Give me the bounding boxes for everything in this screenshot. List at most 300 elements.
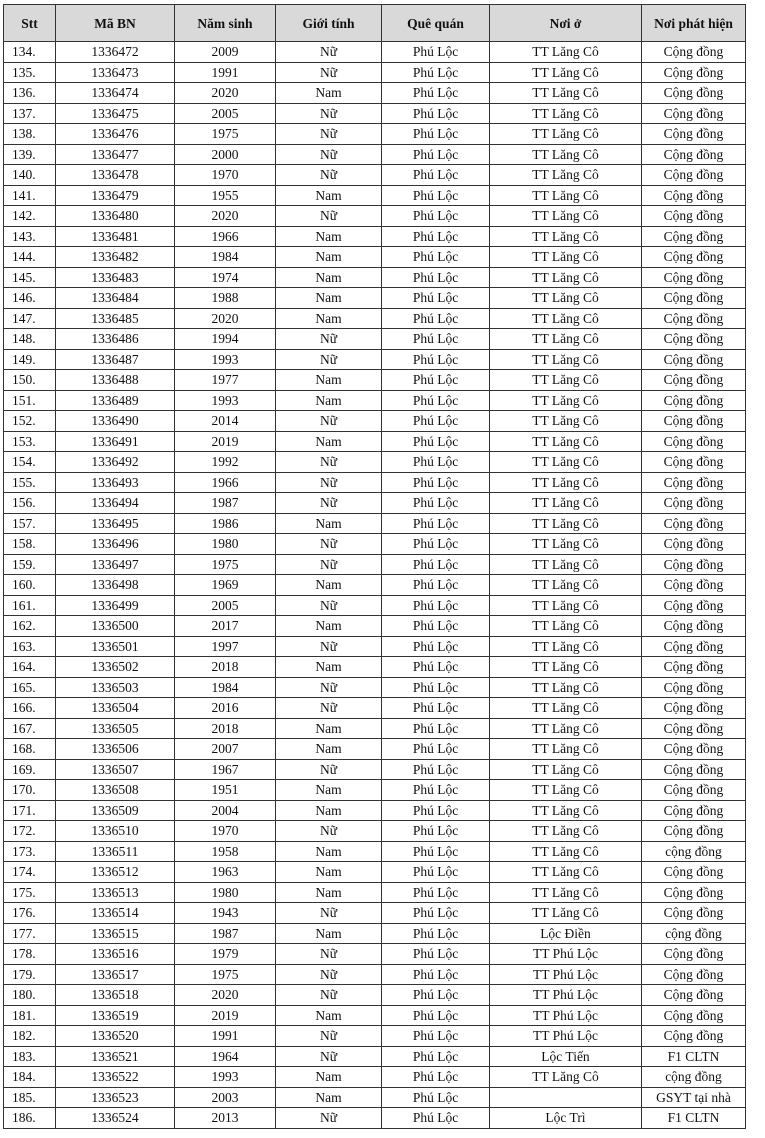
table-row [4,349,746,370]
cell-gioi-tinh: Nữ [276,821,382,842]
table-row [4,247,746,268]
table-row [4,554,746,575]
cell-ma-bn: 1336505 [56,718,175,739]
cell-ma-bn: 1336510 [56,821,175,842]
table-row [4,923,746,944]
cell-noi-o: TT Lăng Cô [490,431,642,452]
cell-noi-phat-hien: Cộng đồng [642,657,746,678]
table-row [4,657,746,678]
cell-gioi-tinh: Nữ [276,677,382,698]
cell-stt: 170. [4,780,56,801]
cell-nam-sinh: 1943 [175,903,276,924]
cell-noi-phat-hien: Cộng đồng [642,247,746,268]
cell-que-quan: Phú Lộc [382,903,490,924]
cell-gioi-tinh: Nam [276,1087,382,1108]
cell-noi-phat-hien: F1 CLTN [642,1108,746,1129]
cell-stt: 160. [4,575,56,596]
cell-que-quan: Phú Lộc [382,677,490,698]
cell-nam-sinh: 2017 [175,616,276,637]
cell-noi-o: TT Lăng Cô [490,411,642,432]
cell-nam-sinh: 1975 [175,964,276,985]
cell-que-quan: Phú Lộc [382,165,490,186]
table-row [4,411,746,432]
cell-noi-o: TT Phú Lộc [490,1005,642,1026]
cell-noi-phat-hien: Cộng đồng [642,677,746,698]
cell-nam-sinh: 2009 [175,42,276,63]
cell-gioi-tinh: Nữ [276,62,382,83]
cell-ma-bn: 1336508 [56,780,175,801]
cell-stt: 134. [4,42,56,63]
cell-noi-o: TT Lăng Cô [490,206,642,227]
table-row [4,595,746,616]
cell-noi-phat-hien: Cộng đồng [642,288,746,309]
cell-noi-phat-hien: Cộng đồng [642,390,746,411]
cell-que-quan: Phú Lộc [382,1067,490,1088]
cell-noi-o: TT Lăng Cô [490,472,642,493]
cell-noi-phat-hien: Cộng đồng [642,513,746,534]
cell-noi-o: TT Lăng Cô [490,575,642,596]
cell-nam-sinh: 2007 [175,739,276,760]
cell-noi-phat-hien: Cộng đồng [642,329,746,350]
cell-ma-bn: 1336490 [56,411,175,432]
cell-que-quan: Phú Lộc [382,124,490,145]
table-row [4,780,746,801]
cell-que-quan: Phú Lộc [382,800,490,821]
table-row [4,370,746,391]
cell-que-quan: Phú Lộc [382,370,490,391]
cell-que-quan: Phú Lộc [382,349,490,370]
cell-gioi-tinh: Nam [276,308,382,329]
header-stt: Stt [4,5,56,42]
table-row [4,882,746,903]
cell-stt: 136. [4,83,56,104]
cell-que-quan: Phú Lộc [382,534,490,555]
cell-noi-o: TT Lăng Cô [490,636,642,657]
cell-stt: 135. [4,62,56,83]
cell-ma-bn: 1336523 [56,1087,175,1108]
cell-noi-o: TT Lăng Cô [490,267,642,288]
cell-ma-bn: 1336472 [56,42,175,63]
cell-noi-phat-hien: GSYT tại nhà [642,1087,746,1108]
cell-nam-sinh: 1980 [175,534,276,555]
cell-noi-o: Lộc Trì [490,1108,642,1129]
cell-noi-o: TT Lăng Cô [490,718,642,739]
cell-noi-o: Lộc Tiến [490,1046,642,1067]
table-row [4,513,746,534]
cell-noi-o: TT Lăng Cô [490,821,642,842]
table-row [4,267,746,288]
table-row [4,575,746,596]
cell-nam-sinh: 1969 [175,575,276,596]
cell-nam-sinh: 1993 [175,349,276,370]
cell-gioi-tinh: Nữ [276,1046,382,1067]
cell-noi-phat-hien: Cộng đồng [642,226,746,247]
cell-ma-bn: 1336494 [56,493,175,514]
cell-gioi-tinh: Nữ [276,42,382,63]
cell-nam-sinh: 1955 [175,185,276,206]
cell-gioi-tinh: Nam [276,185,382,206]
cell-stt: 177. [4,923,56,944]
table-row [4,985,746,1006]
cell-stt: 153. [4,431,56,452]
cell-nam-sinh: 1970 [175,165,276,186]
cell-stt: 156. [4,493,56,514]
cell-stt: 175. [4,882,56,903]
cell-noi-phat-hien: Cộng đồng [642,985,746,1006]
cell-noi-phat-hien: Cộng đồng [642,595,746,616]
cell-noi-phat-hien: Cộng đồng [642,206,746,227]
cell-nam-sinh: 1974 [175,267,276,288]
cell-que-quan: Phú Lộc [382,1005,490,1026]
cell-ma-bn: 1336473 [56,62,175,83]
cell-gioi-tinh: Nữ [276,964,382,985]
table-header [4,5,746,42]
cell-ma-bn: 1336524 [56,1108,175,1129]
cell-stt: 159. [4,554,56,575]
table-row [4,329,746,350]
cell-gioi-tinh: Nam [276,288,382,309]
cell-noi-o: TT Lăng Cô [490,144,642,165]
cell-que-quan: Phú Lộc [382,513,490,534]
cell-que-quan: Phú Lộc [382,759,490,780]
cell-stt: 144. [4,247,56,268]
cell-noi-o: TT Lăng Cô [490,165,642,186]
cell-que-quan: Phú Lộc [382,862,490,883]
cell-stt: 171. [4,800,56,821]
cell-que-quan: Phú Lộc [382,698,490,719]
cell-nam-sinh: 1987 [175,923,276,944]
cell-gioi-tinh: Nữ [276,144,382,165]
cell-noi-phat-hien: Cộng đồng [642,103,746,124]
cell-gioi-tinh: Nam [276,1005,382,1026]
table-body [4,42,746,1129]
header-ma-bn: Mã BN [56,5,175,42]
header-noi-o: Nơi ở [490,5,642,42]
cell-noi-o: TT Lăng Cô [490,42,642,63]
cell-ma-bn: 1336477 [56,144,175,165]
table-row [4,1108,746,1129]
cell-stt: 145. [4,267,56,288]
cell-gioi-tinh: Nam [276,247,382,268]
cell-noi-phat-hien: Cộng đồng [642,431,746,452]
table-row [4,1026,746,1047]
cell-nam-sinh: 2018 [175,718,276,739]
cell-nam-sinh: 1980 [175,882,276,903]
cell-noi-phat-hien: Cộng đồng [642,42,746,63]
cell-que-quan: Phú Lộc [382,718,490,739]
cell-stt: 142. [4,206,56,227]
cell-stt: 149. [4,349,56,370]
cell-ma-bn: 1336488 [56,370,175,391]
cell-ma-bn: 1336499 [56,595,175,616]
table-row [4,472,746,493]
cell-stt: 184. [4,1067,56,1088]
cell-que-quan: Phú Lộc [382,964,490,985]
table-row [4,739,746,760]
cell-gioi-tinh: Nam [276,431,382,452]
cell-stt: 168. [4,739,56,760]
table-row [4,226,746,247]
cell-ma-bn: 1336504 [56,698,175,719]
cell-gioi-tinh: Nam [276,718,382,739]
table-row [4,862,746,883]
cell-stt: 141. [4,185,56,206]
cell-noi-o: TT Lăng Cô [490,677,642,698]
cell-noi-phat-hien: Cộng đồng [642,575,746,596]
header-gioi-tinh: Giới tính [276,5,382,42]
cell-noi-phat-hien: Cộng đồng [642,493,746,514]
cell-que-quan: Phú Lộc [382,431,490,452]
cell-ma-bn: 1336502 [56,657,175,678]
cell-noi-o: TT Lăng Cô [490,124,642,145]
cell-noi-o: TT Phú Lộc [490,1026,642,1047]
cell-gioi-tinh: Nữ [276,985,382,1006]
cell-noi-o: TT Phú Lộc [490,985,642,1006]
table-row [4,452,746,473]
cell-que-quan: Phú Lộc [382,616,490,637]
cell-stt: 157. [4,513,56,534]
cell-gioi-tinh: Nữ [276,329,382,350]
table-row [4,165,746,186]
cell-gioi-tinh: Nữ [276,493,382,514]
cell-que-quan: Phú Lộc [382,288,490,309]
cell-noi-phat-hien: F1 CLTN [642,1046,746,1067]
cell-noi-phat-hien: Cộng đồng [642,718,746,739]
cell-noi-o: TT Lăng Cô [490,83,642,104]
cell-que-quan: Phú Lộc [382,329,490,350]
cell-nam-sinh: 2005 [175,103,276,124]
cell-gioi-tinh: Nữ [276,472,382,493]
cell-nam-sinh: 1991 [175,1026,276,1047]
table-row [4,431,746,452]
cell-que-quan: Phú Lộc [382,226,490,247]
cell-ma-bn: 1336511 [56,841,175,862]
table-row [4,944,746,965]
cell-nam-sinh: 1984 [175,677,276,698]
cell-que-quan: Phú Lộc [382,636,490,657]
cell-ma-bn: 1336500 [56,616,175,637]
table-row [4,390,746,411]
cell-nam-sinh: 1986 [175,513,276,534]
cell-que-quan: Phú Lộc [382,144,490,165]
cell-noi-phat-hien: Cộng đồng [642,411,746,432]
table-row [4,83,746,104]
cell-nam-sinh: 1997 [175,636,276,657]
cell-nam-sinh: 1987 [175,493,276,514]
cell-nam-sinh: 2019 [175,431,276,452]
cell-noi-o: TT Lăng Cô [490,288,642,309]
cell-ma-bn: 1336491 [56,431,175,452]
cell-ma-bn: 1336479 [56,185,175,206]
cell-que-quan: Phú Lộc [382,206,490,227]
cell-noi-phat-hien: Cộng đồng [642,739,746,760]
cell-stt: 137. [4,103,56,124]
cell-ma-bn: 1336484 [56,288,175,309]
cell-noi-o: TT Lăng Cô [490,657,642,678]
table-row [4,636,746,657]
cell-gioi-tinh: Nữ [276,165,382,186]
cell-ma-bn: 1336483 [56,267,175,288]
table-row [4,493,746,514]
cell-noi-phat-hien: Cộng đồng [642,821,746,842]
cell-gioi-tinh: Nữ [276,349,382,370]
table-row [4,841,746,862]
cell-ma-bn: 1336489 [56,390,175,411]
cell-nam-sinh: 1967 [175,759,276,780]
cell-ma-bn: 1336521 [56,1046,175,1067]
cell-gioi-tinh: Nữ [276,595,382,616]
cell-noi-phat-hien: Cộng đồng [642,62,746,83]
patient-table-container [3,4,745,1129]
table-row [4,1087,746,1108]
table-row [4,206,746,227]
cell-ma-bn: 1336516 [56,944,175,965]
cell-ma-bn: 1336518 [56,985,175,1006]
cell-stt: 150. [4,370,56,391]
cell-nam-sinh: 2020 [175,308,276,329]
cell-stt: 181. [4,1005,56,1026]
cell-ma-bn: 1336497 [56,554,175,575]
cell-ma-bn: 1336520 [56,1026,175,1047]
cell-gioi-tinh: Nam [276,616,382,637]
cell-ma-bn: 1336492 [56,452,175,473]
cell-nam-sinh: 2004 [175,800,276,821]
cell-gioi-tinh: Nữ [276,534,382,555]
header-noi-phat-hien: Nơi phát hiện [642,5,746,42]
cell-gioi-tinh: Nam [276,657,382,678]
cell-que-quan: Phú Lộc [382,308,490,329]
cell-stt: 167. [4,718,56,739]
cell-gioi-tinh: Nữ [276,103,382,124]
cell-noi-o: TT Lăng Cô [490,698,642,719]
cell-que-quan: Phú Lộc [382,1046,490,1067]
cell-noi-phat-hien: cộng đồng [642,923,746,944]
cell-stt: 161. [4,595,56,616]
cell-noi-o: TT Lăng Cô [490,308,642,329]
table-row [4,288,746,309]
cell-stt: 180. [4,985,56,1006]
cell-noi-phat-hien: Cộng đồng [642,780,746,801]
cell-ma-bn: 1336503 [56,677,175,698]
cell-noi-phat-hien: Cộng đồng [642,800,746,821]
cell-nam-sinh: 1975 [175,124,276,145]
cell-noi-o: TT Phú Lộc [490,964,642,985]
table-row [4,964,746,985]
table-row [4,698,746,719]
cell-gioi-tinh: Nữ [276,698,382,719]
cell-gioi-tinh: Nữ [276,903,382,924]
cell-gioi-tinh: Nữ [276,944,382,965]
cell-gioi-tinh: Nam [276,83,382,104]
cell-que-quan: Phú Lộc [382,657,490,678]
cell-noi-phat-hien: Cộng đồng [642,903,746,924]
cell-nam-sinh: 2018 [175,657,276,678]
cell-que-quan: Phú Lộc [382,42,490,63]
table-row [4,1046,746,1067]
cell-noi-phat-hien: cộng đồng [642,841,746,862]
cell-nam-sinh: 1951 [175,780,276,801]
cell-stt: 152. [4,411,56,432]
table-row [4,616,746,637]
cell-ma-bn: 1336476 [56,124,175,145]
cell-nam-sinh: 2014 [175,411,276,432]
cell-gioi-tinh: Nữ [276,1026,382,1047]
cell-gioi-tinh: Nam [276,390,382,411]
cell-stt: 173. [4,841,56,862]
cell-que-quan: Phú Lộc [382,739,490,760]
cell-gioi-tinh: Nam [276,739,382,760]
cell-gioi-tinh: Nam [276,800,382,821]
cell-que-quan: Phú Lộc [382,411,490,432]
cell-noi-o: TT Lăng Cô [490,554,642,575]
cell-que-quan: Phú Lộc [382,103,490,124]
cell-noi-o: TT Lăng Cô [490,62,642,83]
table-row [4,800,746,821]
table-row [4,103,746,124]
cell-ma-bn: 1336496 [56,534,175,555]
cell-ma-bn: 1336480 [56,206,175,227]
cell-que-quan: Phú Lộc [382,575,490,596]
cell-nam-sinh: 1958 [175,841,276,862]
cell-que-quan: Phú Lộc [382,267,490,288]
cell-que-quan: Phú Lộc [382,554,490,575]
cell-stt: 147. [4,308,56,329]
table-row [4,677,746,698]
cell-nam-sinh: 1979 [175,944,276,965]
cell-nam-sinh: 1993 [175,390,276,411]
cell-noi-phat-hien: Cộng đồng [642,452,746,473]
cell-noi-phat-hien: Cộng đồng [642,1026,746,1047]
cell-gioi-tinh: Nam [276,882,382,903]
cell-noi-o: TT Lăng Cô [490,759,642,780]
cell-que-quan: Phú Lộc [382,841,490,862]
cell-nam-sinh: 1963 [175,862,276,883]
cell-que-quan: Phú Lộc [382,390,490,411]
cell-stt: 158. [4,534,56,555]
cell-ma-bn: 1336481 [56,226,175,247]
cell-noi-o: TT Lăng Cô [490,800,642,821]
cell-stt: 186. [4,1108,56,1129]
cell-noi-o: TT Phú Lộc [490,944,642,965]
cell-ma-bn: 1336509 [56,800,175,821]
cell-que-quan: Phú Lộc [382,247,490,268]
cell-gioi-tinh: Nữ [276,1108,382,1129]
cell-ma-bn: 1336512 [56,862,175,883]
cell-ma-bn: 1336474 [56,83,175,104]
cell-que-quan: Phú Lộc [382,1026,490,1047]
cell-nam-sinh: 2016 [175,698,276,719]
cell-gioi-tinh: Nữ [276,206,382,227]
cell-gioi-tinh: Nam [276,1067,382,1088]
cell-stt: 182. [4,1026,56,1047]
table-row [4,1005,746,1026]
cell-gioi-tinh: Nam [276,226,382,247]
cell-noi-o: TT Lăng Cô [490,452,642,473]
cell-ma-bn: 1336517 [56,964,175,985]
cell-noi-phat-hien: Cộng đồng [642,124,746,145]
cell-noi-phat-hien: Cộng đồng [642,370,746,391]
cell-noi-o: TT Lăng Cô [490,329,642,350]
cell-ma-bn: 1336514 [56,903,175,924]
cell-nam-sinh: 2005 [175,595,276,616]
cell-noi-o: TT Lăng Cô [490,513,642,534]
cell-que-quan: Phú Lộc [382,821,490,842]
cell-noi-o: TT Lăng Cô [490,185,642,206]
cell-que-quan: Phú Lộc [382,1108,490,1129]
table-row [4,718,746,739]
table-row [4,759,746,780]
cell-stt: 154. [4,452,56,473]
